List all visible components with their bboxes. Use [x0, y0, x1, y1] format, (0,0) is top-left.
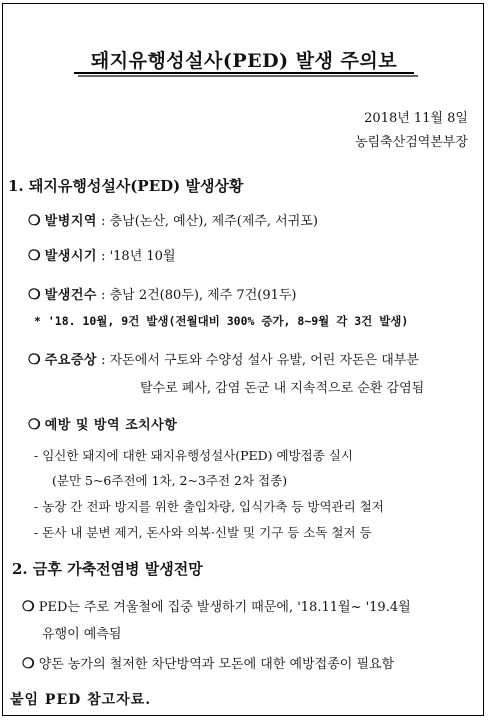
- symptom-line2: 탈수로 폐사, 감염 돈군 내 지속적으로 순환 감염됨: [140, 381, 425, 396]
- section2-heading: 2. 금후 가축전염병 발생전망: [12, 560, 203, 578]
- count-note: * '18. 10월, 9건 발생(전월대비 300% 증가, 8~9월 각 3건 발생): [34, 314, 409, 328]
- forecast-item-1-line2: 유행이 예측됨: [42, 627, 122, 642]
- circle-bullet-icon: ❍: [28, 417, 41, 433]
- circle-bullet-icon: ❍: [22, 599, 35, 615]
- attachment-note: 붙임 PED 참고자료.: [10, 692, 152, 708]
- time-value: : '18년 10월: [101, 249, 176, 264]
- region-value: : 충남(논산, 예산), 제주(제주, 서귀포): [101, 214, 318, 229]
- region-label: 발병지역: [44, 214, 97, 229]
- time-label: 발생시기: [44, 249, 97, 264]
- forecast-item-1: [22, 596, 411, 615]
- region-row: [28, 210, 318, 229]
- circle-bullet-icon: ❍: [28, 213, 41, 229]
- count-label: 발생건수: [44, 288, 97, 303]
- title-underline: [74, 72, 414, 74]
- prevent-item: - 농장 간 전파 방지를 위한 출입차량, 입식가축 등 방역관리 철저: [34, 499, 384, 514]
- symptom-row: [28, 349, 419, 368]
- circle-bullet-icon: ❍: [28, 352, 41, 368]
- forecast-item-2-text: 양돈 농가의 철저한 차단방역과 모돈에 대한 예방접종이 필요함: [38, 657, 395, 672]
- count-row: [28, 284, 297, 303]
- circle-bullet-icon: ❍: [28, 248, 41, 264]
- prevent-item: - 임신한 돼지에 대한 돼지유행성설사(PED) 예방접종 실시: [34, 448, 353, 463]
- prevent-row: [28, 414, 177, 433]
- issue-date: 2018년 11월 8일: [364, 111, 468, 126]
- prevent-item: - 돈사 내 분변 제거, 돈사와 의복·신발 및 기구 등 소독 철저 등: [34, 525, 372, 540]
- circle-bullet-icon: ❍: [22, 656, 35, 672]
- symptom-label: 주요증상: [44, 353, 97, 368]
- count-value: : 충남 2건(80두), 제주 7건(91두): [101, 288, 297, 303]
- prevent-item: (분만 5~6주전에 1차, 2~3주전 2차 접종): [52, 473, 288, 488]
- symptom-line1: : 자돈에서 구토와 수양성 설사 유발, 어린 자돈은 대부분: [101, 353, 419, 368]
- circle-bullet-icon: ❍: [28, 287, 41, 303]
- forecast-item-2: [22, 653, 394, 672]
- section1-heading: 1. 돼지유행성설사(PED) 발생상황: [8, 177, 244, 195]
- forecast-item-1-line1: PED는 주로 겨울철에 집중 발생하기 때문에, '18.11월~ '19.4월: [38, 600, 411, 615]
- prevent-label: 예방 및 방역 조치사항: [44, 418, 178, 433]
- time-row: [28, 245, 176, 264]
- issuing-org: 농림축산검역본부장: [354, 135, 468, 150]
- page-title: 돼지유행성설사(PED) 발생 주의보: [90, 50, 398, 72]
- title-underline-shadow: [78, 75, 418, 77]
